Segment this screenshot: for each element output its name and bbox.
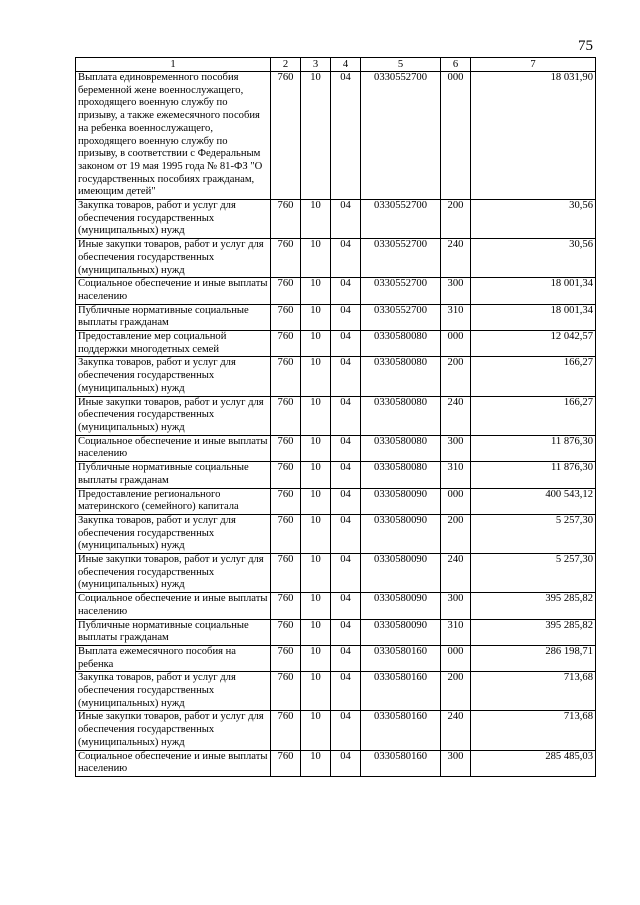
code-cell-3: 10 <box>301 711 331 750</box>
code-cell-4: 04 <box>331 554 361 593</box>
column-header: 7 <box>471 58 596 72</box>
amount-cell: 12 042,57 <box>471 331 596 357</box>
code-cell-4: 04 <box>331 72 361 200</box>
row-name-cell: Предоставление мер социальной поддержки многодетных семей <box>76 331 271 357</box>
header-row <box>76 58 596 72</box>
code-cell-5: 0330580090 <box>361 619 441 645</box>
code-cell-3: 10 <box>301 462 331 488</box>
code-cell-5: 0330552700 <box>361 239 441 278</box>
budget-table <box>75 57 596 777</box>
amount-cell: 395 285,82 <box>471 619 596 645</box>
code-cell-4: 04 <box>331 619 361 645</box>
code-cell-4: 04 <box>331 435 361 461</box>
table-row <box>76 239 596 278</box>
code-cell-4: 04 <box>331 488 361 514</box>
table-row <box>76 619 596 645</box>
code-cell-4: 04 <box>331 750 361 776</box>
amount-cell: 166,27 <box>471 357 596 396</box>
code-cell-2: 760 <box>271 750 301 776</box>
amount-cell: 286 198,71 <box>471 645 596 671</box>
code-cell-4: 04 <box>331 278 361 304</box>
row-name-cell: Социальное обеспечение и иные выплаты населению <box>76 750 271 776</box>
code-cell-3: 10 <box>301 554 331 593</box>
table-row <box>76 711 596 750</box>
code-cell-3: 10 <box>301 619 331 645</box>
row-name-cell: Социальное обеспечение и иные выплаты населению <box>76 435 271 461</box>
code-cell-4: 04 <box>331 462 361 488</box>
table-row <box>76 462 596 488</box>
row-name-cell: Закупка товаров, работ и услуг для обеспечения государственных (муниципальных) нужд <box>76 514 271 553</box>
amount-cell: 5 257,30 <box>471 554 596 593</box>
amount-cell: 713,68 <box>471 672 596 711</box>
code-cell-3: 10 <box>301 304 331 330</box>
amount-cell: 18 001,34 <box>471 304 596 330</box>
row-name-cell: Публичные нормативные социальные выплаты гражданам <box>76 619 271 645</box>
code-cell-6: 000 <box>441 488 471 514</box>
row-name-cell: Социальное обеспечение и иные выплаты населению <box>76 278 271 304</box>
page-number: 75 <box>578 38 593 54</box>
table-row <box>76 672 596 711</box>
row-name-cell: Иные закупки товаров, работ и услуг для обеспечения государственных (муниципальных) нужд <box>76 396 271 435</box>
table-body <box>76 72 596 777</box>
table-row <box>76 396 596 435</box>
code-cell-5: 0330580160 <box>361 750 441 776</box>
table-row <box>76 72 596 200</box>
code-cell-2: 760 <box>271 645 301 671</box>
code-cell-3: 10 <box>301 645 331 671</box>
code-cell-6: 300 <box>441 593 471 619</box>
code-cell-5: 0330580160 <box>361 645 441 671</box>
code-cell-3: 10 <box>301 435 331 461</box>
code-cell-3: 10 <box>301 200 331 239</box>
code-cell-2: 760 <box>271 711 301 750</box>
code-cell-6: 300 <box>441 750 471 776</box>
code-cell-6: 200 <box>441 672 471 711</box>
code-cell-3: 10 <box>301 672 331 711</box>
row-name-cell: Публичные нормативные социальные выплаты гражданам <box>76 304 271 330</box>
code-cell-2: 760 <box>271 278 301 304</box>
amount-cell: 400 543,12 <box>471 488 596 514</box>
row-name-cell: Закупка товаров, работ и услуг для обеспечения государственных (муниципальных) нужд <box>76 200 271 239</box>
code-cell-2: 760 <box>271 331 301 357</box>
code-cell-4: 04 <box>331 304 361 330</box>
code-cell-2: 760 <box>271 488 301 514</box>
table-row <box>76 304 596 330</box>
amount-cell: 285 485,03 <box>471 750 596 776</box>
amount-cell: 30,56 <box>471 239 596 278</box>
column-header: 3 <box>301 58 331 72</box>
amount-cell: 18 001,34 <box>471 278 596 304</box>
code-cell-3: 10 <box>301 750 331 776</box>
table-row <box>76 554 596 593</box>
amount-cell: 18 031,90 <box>471 72 596 200</box>
column-header: 4 <box>331 58 361 72</box>
code-cell-2: 760 <box>271 72 301 200</box>
amount-cell: 11 876,30 <box>471 435 596 461</box>
code-cell-5: 0330580090 <box>361 488 441 514</box>
code-cell-5: 0330552700 <box>361 72 441 200</box>
row-name-cell: Закупка товаров, работ и услуг для обеспечения государственных (муниципальных) нужд <box>76 672 271 711</box>
row-name-cell: Иные закупки товаров, работ и услуг для обеспечения государственных (муниципальных) нужд <box>76 554 271 593</box>
code-cell-5: 0330580080 <box>361 462 441 488</box>
code-cell-5: 0330552700 <box>361 200 441 239</box>
code-cell-5: 0330580090 <box>361 593 441 619</box>
code-cell-3: 10 <box>301 593 331 619</box>
code-cell-5: 0330552700 <box>361 278 441 304</box>
code-cell-2: 760 <box>271 619 301 645</box>
code-cell-6: 200 <box>441 200 471 239</box>
table-row <box>76 357 596 396</box>
table-row <box>76 645 596 671</box>
code-cell-6: 240 <box>441 554 471 593</box>
code-cell-4: 04 <box>331 514 361 553</box>
code-cell-5: 0330580080 <box>361 396 441 435</box>
code-cell-3: 10 <box>301 488 331 514</box>
table-row <box>76 200 596 239</box>
code-cell-2: 760 <box>271 200 301 239</box>
amount-cell: 11 876,30 <box>471 462 596 488</box>
code-cell-6: 000 <box>441 645 471 671</box>
code-cell-3: 10 <box>301 239 331 278</box>
code-cell-2: 760 <box>271 554 301 593</box>
code-cell-4: 04 <box>331 200 361 239</box>
code-cell-6: 200 <box>441 514 471 553</box>
table-row <box>76 435 596 461</box>
code-cell-6: 240 <box>441 396 471 435</box>
row-name-cell: Публичные нормативные социальные выплаты гражданам <box>76 462 271 488</box>
code-cell-2: 760 <box>271 396 301 435</box>
code-cell-6: 200 <box>441 357 471 396</box>
column-header: 5 <box>361 58 441 72</box>
code-cell-3: 10 <box>301 278 331 304</box>
code-cell-6: 300 <box>441 278 471 304</box>
row-name-cell: Иные закупки товаров, работ и услуг для обеспечения государственных (муниципальных) нужд <box>76 711 271 750</box>
column-header: 2 <box>271 58 301 72</box>
code-cell-5: 0330580080 <box>361 331 441 357</box>
code-cell-2: 760 <box>271 672 301 711</box>
code-cell-3: 10 <box>301 357 331 396</box>
code-cell-3: 10 <box>301 514 331 553</box>
table-row <box>76 593 596 619</box>
code-cell-3: 10 <box>301 331 331 357</box>
code-cell-4: 04 <box>331 645 361 671</box>
row-name-cell: Выплата ежемесячного пособия на ребенка <box>76 645 271 671</box>
code-cell-5: 0330580160 <box>361 672 441 711</box>
code-cell-6: 310 <box>441 304 471 330</box>
column-header: 1 <box>76 58 271 72</box>
code-cell-6: 300 <box>441 435 471 461</box>
code-cell-6: 000 <box>441 72 471 200</box>
code-cell-4: 04 <box>331 357 361 396</box>
code-cell-4: 04 <box>331 239 361 278</box>
code-cell-5: 0330580090 <box>361 554 441 593</box>
table-row <box>76 750 596 776</box>
code-cell-3: 10 <box>301 396 331 435</box>
code-cell-6: 240 <box>441 711 471 750</box>
code-cell-5: 0330580160 <box>361 711 441 750</box>
code-cell-3: 10 <box>301 72 331 200</box>
code-cell-2: 760 <box>271 514 301 553</box>
code-cell-2: 760 <box>271 593 301 619</box>
code-cell-4: 04 <box>331 396 361 435</box>
code-cell-2: 760 <box>271 435 301 461</box>
row-name-cell: Предоставление регионального материнского (семейного) капитала <box>76 488 271 514</box>
code-cell-6: 000 <box>441 331 471 357</box>
table-row <box>76 488 596 514</box>
amount-cell: 395 285,82 <box>471 593 596 619</box>
code-cell-4: 04 <box>331 593 361 619</box>
table-row <box>76 514 596 553</box>
code-cell-4: 04 <box>331 711 361 750</box>
row-name-cell: Закупка товаров, работ и услуг для обеспечения государственных (муниципальных) нужд <box>76 357 271 396</box>
code-cell-5: 0330552700 <box>361 304 441 330</box>
code-cell-4: 04 <box>331 331 361 357</box>
code-cell-6: 240 <box>441 239 471 278</box>
amount-cell: 5 257,30 <box>471 514 596 553</box>
code-cell-5: 0330580080 <box>361 357 441 396</box>
table-row <box>76 278 596 304</box>
row-name-cell: Иные закупки товаров, работ и услуг для обеспечения государственных (муниципальных) нужд <box>76 239 271 278</box>
amount-cell: 713,68 <box>471 711 596 750</box>
code-cell-5: 0330580090 <box>361 514 441 553</box>
code-cell-2: 760 <box>271 357 301 396</box>
table-row <box>76 331 596 357</box>
code-cell-5: 0330580080 <box>361 435 441 461</box>
code-cell-6: 310 <box>441 619 471 645</box>
code-cell-6: 310 <box>441 462 471 488</box>
code-cell-2: 760 <box>271 462 301 488</box>
code-cell-2: 760 <box>271 304 301 330</box>
row-name-cell: Социальное обеспечение и иные выплаты населению <box>76 593 271 619</box>
amount-cell: 30,56 <box>471 200 596 239</box>
code-cell-2: 760 <box>271 239 301 278</box>
code-cell-4: 04 <box>331 672 361 711</box>
column-header: 6 <box>441 58 471 72</box>
amount-cell: 166,27 <box>471 396 596 435</box>
row-name-cell: Выплата единовременного пособия беременной жене военнослужащего, проходящего военную службу по призыву, а также ежемесячного пособия на ребенка военнослужащего, проходящего военную службу по призыву, в соответствии с Федеральным законом от 19 мая 1995 года № 81-ФЗ "О государственных пособиях гражданам, имеющим детей" <box>76 72 271 200</box>
